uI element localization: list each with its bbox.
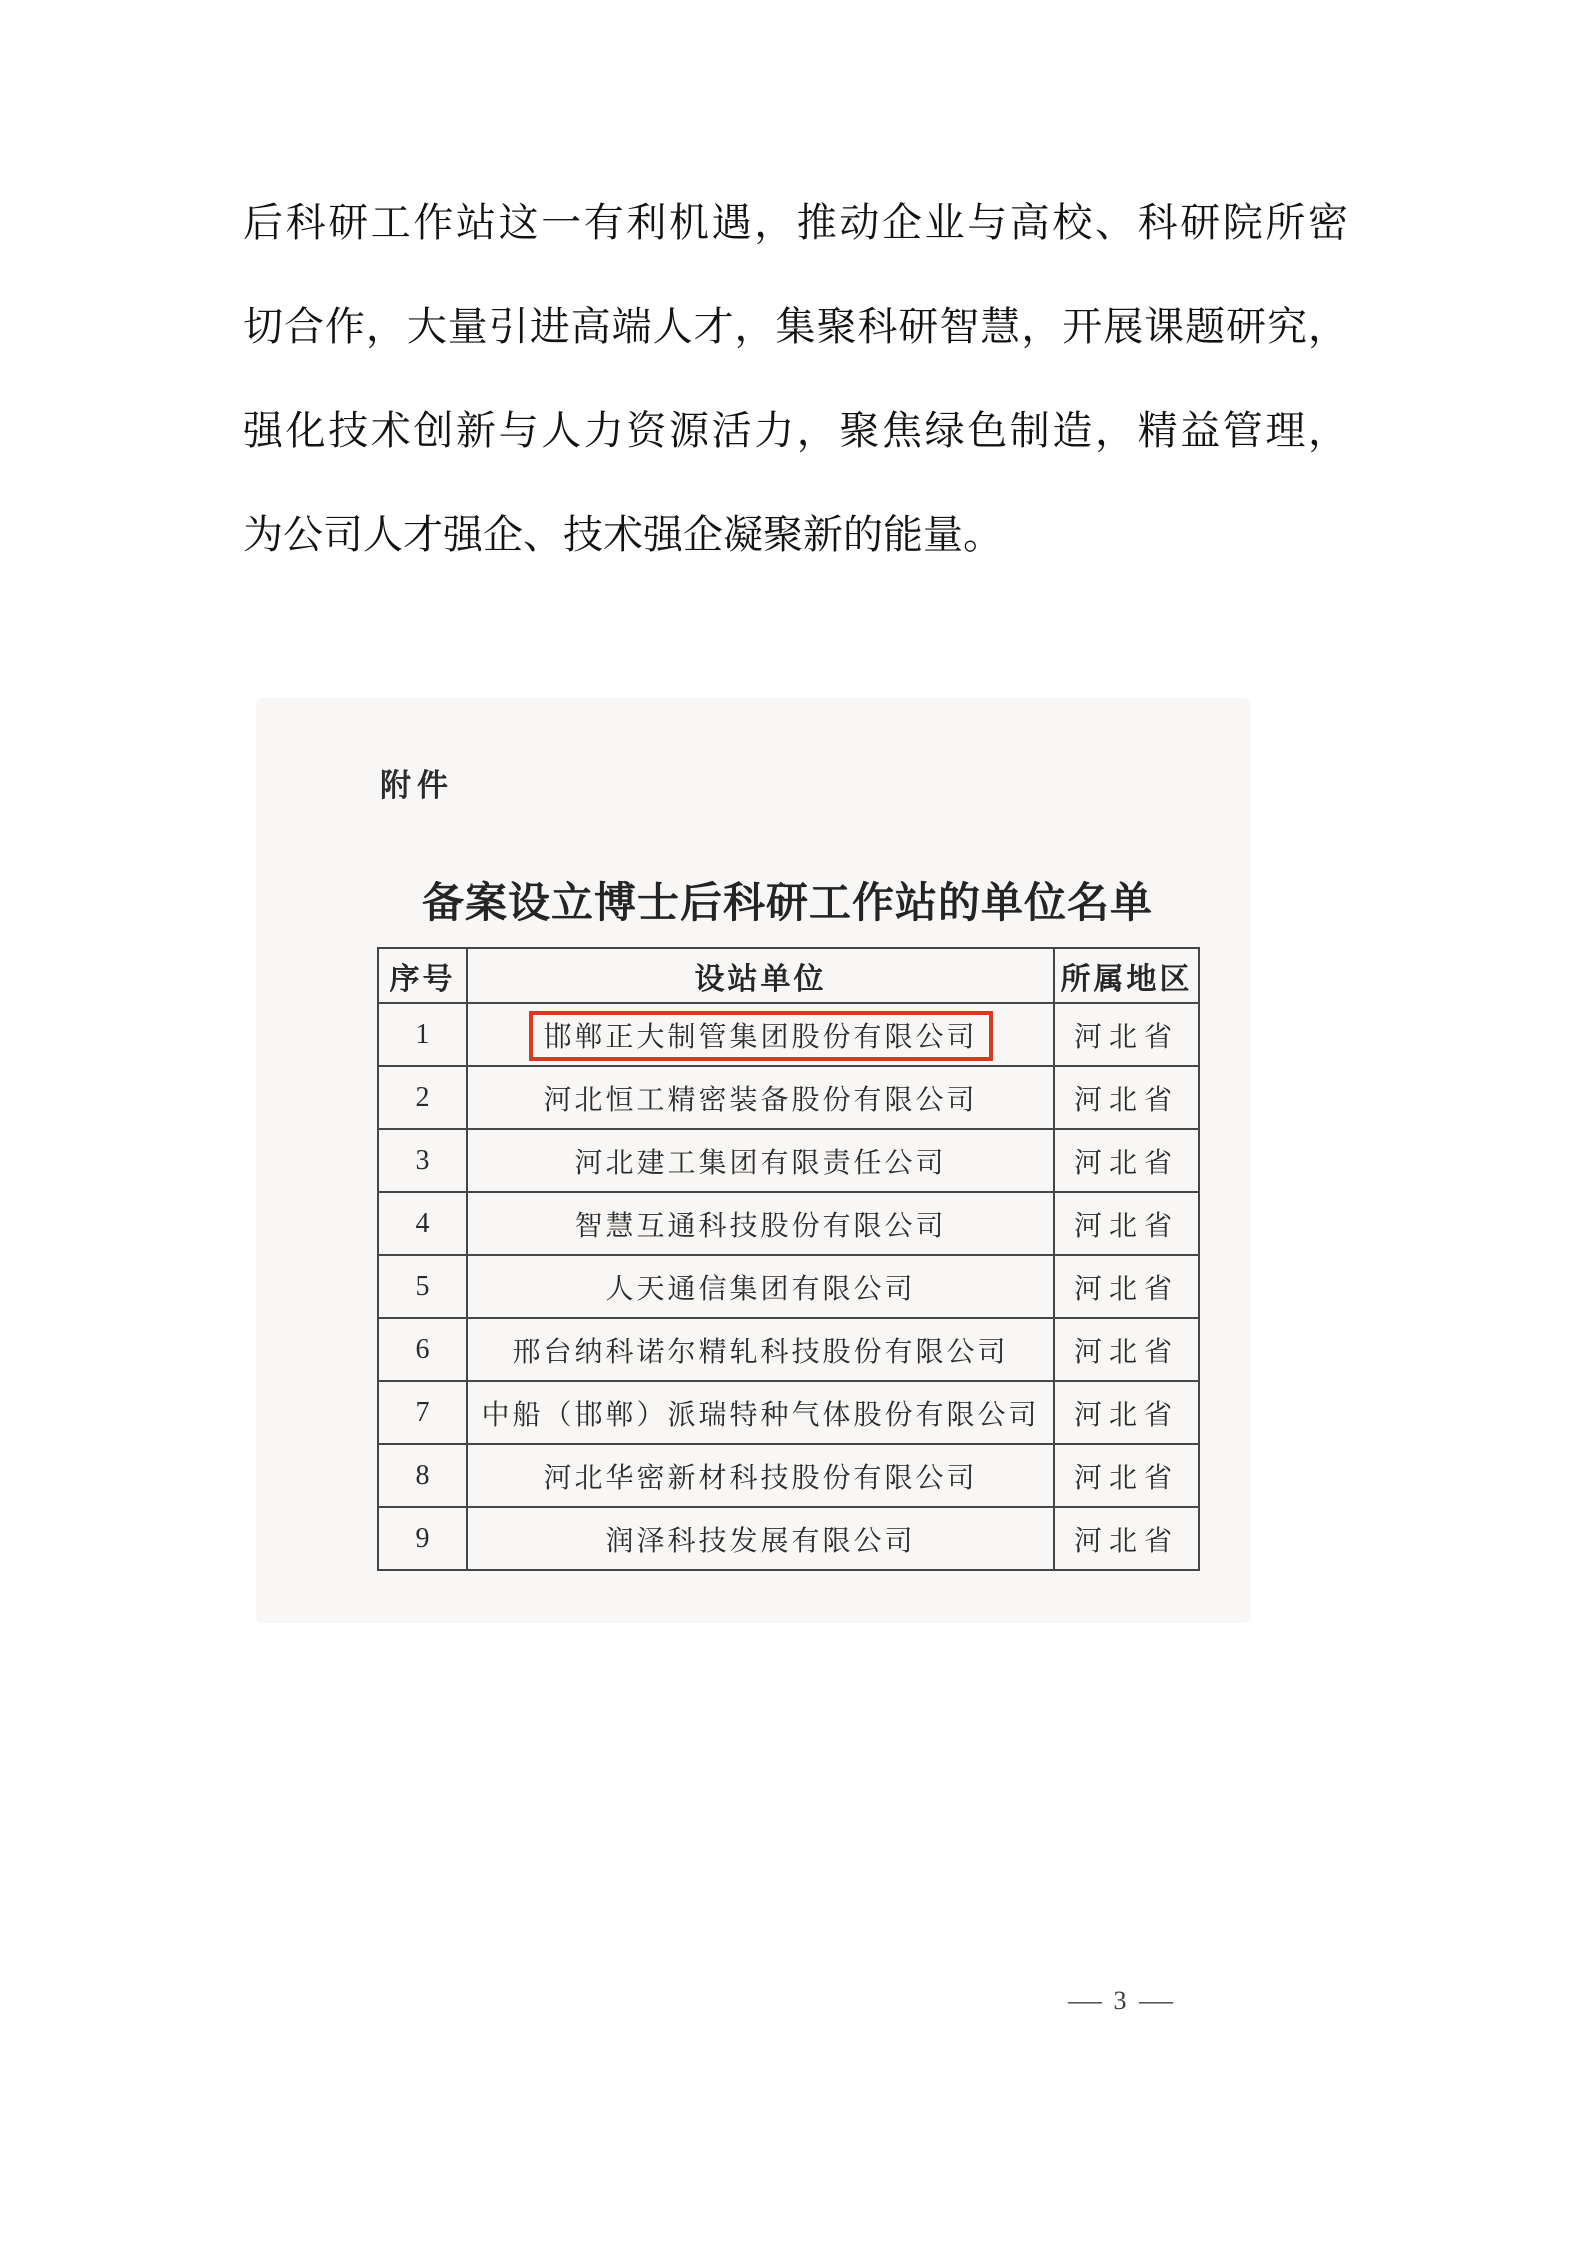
- table-row: [378, 1255, 1199, 1318]
- row-number: 3: [378, 1129, 467, 1192]
- paragraph-line: 切合作，大量引进高端人才，集聚科研智慧，开展课题研究，: [243, 304, 1348, 349]
- table-row: [378, 1507, 1199, 1570]
- table-row: [378, 1381, 1199, 1444]
- unit-text: 人天通信集团有限公司: [605, 1273, 916, 1305]
- table-row: [378, 1192, 1199, 1255]
- paragraph-line: 为公司人才强企、技术强企凝聚新的能量。: [243, 512, 1003, 557]
- row-number: 8: [378, 1444, 467, 1507]
- region: 河北省: [1054, 1003, 1199, 1066]
- table-row: [378, 1066, 1199, 1129]
- unit-name: [467, 1192, 1054, 1255]
- page-number-dash: —: [1067, 1986, 1102, 2015]
- page-number-dash: —: [1138, 1986, 1173, 2015]
- region: 河北省: [1054, 1381, 1199, 1444]
- unit-name: [467, 1444, 1054, 1507]
- unit-text: 邢台纳科诺尔精轧科技股份有限公司: [512, 1336, 1009, 1368]
- page-number-value: 3: [1113, 1986, 1127, 2015]
- unit-text: 邯郸正大制管集团股份有限公司: [543, 1021, 978, 1053]
- row-number: 6: [378, 1318, 467, 1381]
- row-number: 7: [378, 1381, 467, 1444]
- region: 河北省: [1054, 1507, 1199, 1570]
- row-number: 2: [378, 1066, 467, 1129]
- unit-name: [467, 1318, 1054, 1381]
- row-number: 9: [378, 1507, 467, 1570]
- row-number: 1: [378, 1003, 467, 1066]
- header-unit: 设站单位: [467, 948, 1054, 1003]
- paragraph-line: 后科研工作站这一有利机遇，推动企业与高校、科研院所密: [243, 200, 1348, 245]
- unit-name: [467, 1003, 1054, 1066]
- unit-text: 河北华密新材科技股份有限公司: [543, 1462, 978, 1494]
- table-row: [378, 1003, 1199, 1066]
- region: 河北省: [1054, 1066, 1199, 1129]
- row-number: 5: [378, 1255, 467, 1318]
- table-row: [378, 1444, 1199, 1507]
- unit-text: 河北建工集团有限责任公司: [574, 1147, 947, 1179]
- region: 河北省: [1054, 1192, 1199, 1255]
- attachment-label: 附件: [380, 768, 454, 803]
- unit-list-table: [377, 947, 1200, 1571]
- unit-text: 润泽科技发展有限公司: [605, 1525, 916, 1557]
- region: 河北省: [1054, 1444, 1199, 1507]
- unit-name: [467, 1507, 1054, 1570]
- paragraph-line: 强化技术创新与人力资源活力，聚焦绿色制造，精益管理，: [243, 408, 1348, 453]
- unit-text: 河北恒工精密装备股份有限公司: [543, 1084, 978, 1116]
- table-row: [378, 1129, 1199, 1192]
- unit-text: 智慧互通科技股份有限公司: [574, 1210, 947, 1242]
- header-region: 所属地区: [1054, 948, 1199, 1003]
- table-row: [378, 1318, 1199, 1381]
- unit-name: [467, 1381, 1054, 1444]
- body-paragraph: [243, 192, 1348, 608]
- row-number: 4: [378, 1192, 467, 1255]
- page-number: [1040, 1986, 1200, 2016]
- region: 河北省: [1054, 1318, 1199, 1381]
- region: 河北省: [1054, 1255, 1199, 1318]
- region: 河北省: [1054, 1129, 1199, 1192]
- unit-name: [467, 1129, 1054, 1192]
- unit-text: 中船（邯郸）派瑞特种气体股份有限公司: [481, 1399, 1040, 1431]
- table-header-row: [378, 948, 1199, 1003]
- unit-name: [467, 1255, 1054, 1318]
- unit-name: [467, 1066, 1054, 1129]
- table-title: 备案设立博士后科研工作站的单位名单: [421, 881, 1153, 927]
- header-no: 序号: [378, 948, 467, 1003]
